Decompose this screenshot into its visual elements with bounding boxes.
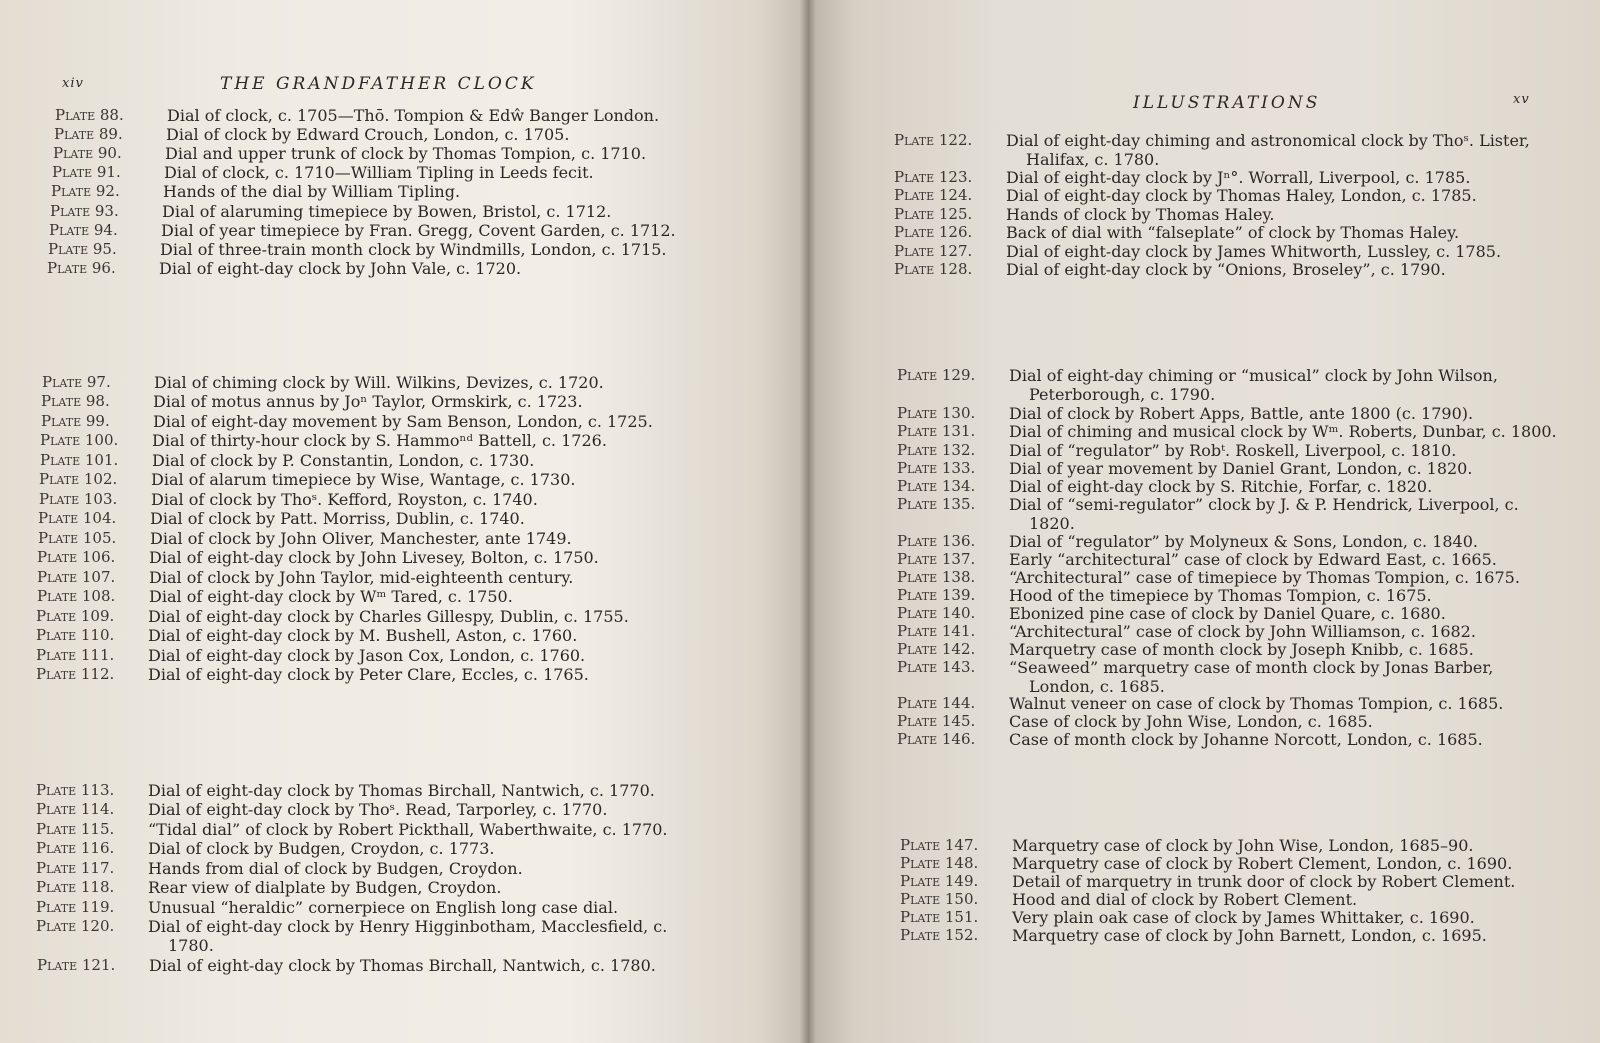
- list-item: [894, 186, 1477, 205]
- list-item: [900, 836, 1473, 855]
- plate-label: Plate 97.: [42, 373, 111, 391]
- plate-description: Dial of eight-day clock by S. Ritchie, Forfar, c. 1820.: [1009, 477, 1433, 496]
- plate-label: Plate 134.: [897, 477, 976, 495]
- plate-label: Plate 90.: [53, 144, 122, 162]
- list-item: [39, 490, 538, 509]
- plate-label: Plate 127.: [894, 242, 973, 260]
- plate-label: Plate 104.: [38, 509, 117, 527]
- list-item: [41, 392, 583, 411]
- list-item: [897, 694, 1503, 713]
- list-item: [900, 926, 1487, 945]
- plate-label: Plate 109.: [36, 607, 115, 625]
- plate-description: Back of dial with “falseplate” of clock by Thomas Haley.: [1006, 223, 1460, 242]
- list-item: [36, 607, 629, 626]
- plate-label: Plate 99.: [41, 412, 110, 430]
- plate-label: Plate 136.: [897, 532, 976, 550]
- list-item: [40, 451, 534, 470]
- plate-label: Plate 115.: [36, 820, 115, 838]
- plate-description: Dial of clock by Patt. Morriss, Dublin, c. 1740.: [150, 509, 525, 528]
- plate-label: Plate 141.: [897, 622, 976, 640]
- plate-description: Dial of year movement by Daniel Grant, London, c. 1820.: [1009, 459, 1473, 478]
- plate-label: Plate 107.: [37, 568, 116, 586]
- list-item: [52, 163, 594, 182]
- plate-label: Plate 139.: [897, 586, 976, 604]
- plate-description: Dial of eight-day clock by Peter Clare, Eccles, c. 1765.: [148, 665, 589, 684]
- list-item: [53, 144, 646, 163]
- plate-description: Marquetry case of month clock by Joseph Knibb, c. 1685.: [1009, 640, 1474, 659]
- plate-description: Case of clock by John Wise, London, c. 1685.: [1009, 712, 1373, 731]
- list-item: [55, 106, 659, 125]
- plate-description: Dial of clock by John Oliver, Manchester, ante 1749.: [150, 529, 572, 548]
- plate-description: Dial of clock by P. Constantin, London, c. 1730.: [152, 451, 535, 470]
- plate-label: Plate 138.: [897, 568, 976, 586]
- list-item: [897, 604, 1446, 623]
- plate-label: Plate 128.: [894, 260, 973, 278]
- plate-label: Plate 126.: [894, 223, 973, 241]
- plate-description: Rear view of dialplate by Budgen, Croydon.: [148, 878, 502, 897]
- list-item: [897, 658, 1539, 696]
- list-item: [36, 878, 501, 897]
- list-item: [897, 459, 1472, 478]
- list-item: [36, 820, 668, 839]
- plate-description: Hood of the timepiece by Thomas Tompion, c. 1675.: [1009, 586, 1432, 605]
- plate-label: Plate 122.: [894, 131, 973, 149]
- list-item: [897, 730, 1483, 749]
- plate-description: Dial of eight-day chiming and astronomical clock by Thoˢ. Lister, Halifax, c. 1780.: [1006, 131, 1530, 169]
- plate-description: Dial of chiming and musical clock by Wᵐ. Roberts, Dunbar, c. 1800.: [1009, 422, 1557, 441]
- list-item: [36, 859, 523, 878]
- running-head-right: ILLUSTRATIONS: [1133, 93, 1321, 113]
- plate-label: Plate 120.: [36, 917, 115, 935]
- plate-label: Plate 106.: [37, 548, 116, 566]
- plate-label: Plate 111.: [36, 646, 115, 664]
- list-item: [37, 548, 599, 567]
- plate-description: Dial of eight-day clock by John Vale, c. 1720.: [159, 259, 522, 278]
- list-item: [897, 640, 1474, 659]
- plate-description: Dial of year timepiece by Fran. Gregg, Covent Garden, c. 1712.: [161, 221, 676, 240]
- plate-label: Plate 112.: [36, 665, 115, 683]
- list-item: [50, 202, 611, 221]
- plate-label: Plate 100.: [40, 431, 119, 449]
- plate-description: Dial of eight-day clock by Jⁿ°. Worrall, Liverpool, c. 1785.: [1006, 168, 1471, 187]
- plate-description: Dial of eight-day clock by James Whitworth, Lussley, c. 1785.: [1006, 242, 1502, 261]
- plate-label: Plate 101.: [40, 451, 119, 469]
- list-item: [894, 242, 1501, 261]
- plate-label: Plate 130.: [897, 404, 976, 422]
- list-item: [897, 422, 1557, 441]
- plate-description: Dial of eight-day clock by Wᵐ Tared, c. 1750.: [149, 587, 513, 606]
- plate-label: Plate 92.: [51, 182, 120, 200]
- plate-description: Dial of eight-day clock by Thomas Birchall, Nantwich, c. 1780.: [149, 956, 656, 975]
- list-item: [36, 898, 618, 917]
- list-item: [41, 412, 653, 431]
- plate-description: Detail of marquetry in trunk door of clock by Robert Clement.: [1012, 872, 1516, 891]
- right-page: [808, 0, 1600, 1043]
- plate-label: Plate 123.: [894, 168, 973, 186]
- plate-description: Dial of eight-day clock by John Livesey, Bolton, c. 1750.: [149, 548, 599, 567]
- list-item: [38, 509, 525, 528]
- list-item: [900, 890, 1357, 909]
- plate-description: Dial of “semi-regulator” clock by J. & P. Hendrick, Liverpool, c. 1820.: [1009, 495, 1519, 533]
- plate-label: Plate 96.: [47, 259, 116, 277]
- plate-description: Dial and upper trunk of clock by Thomas Tompion, c. 1710.: [165, 144, 647, 163]
- plate-description: Very plain oak case of clock by James Whittaker, c. 1690.: [1012, 908, 1475, 927]
- plate-description: Dial of eight-day clock by Henry Higginbotham, Macclesfield, c. 1780.: [148, 917, 668, 955]
- plate-label: Plate 102.: [39, 470, 118, 488]
- list-item: [37, 956, 656, 975]
- plate-description: Dial of clock, c. 1710—William Tipling in Leeds fecit.: [164, 163, 594, 182]
- running-head-left: THE GRANDFATHER CLOCK: [220, 74, 537, 94]
- list-item: [900, 872, 1515, 891]
- plate-description: “Seaweed” marquetry case of month clock by Jonas Barber, London, c. 1685.: [1009, 658, 1494, 696]
- list-item: [54, 125, 569, 144]
- plate-label: Plate 149.: [900, 872, 979, 890]
- plate-description: Walnut veneer on case of clock by Thomas Tompion, c. 1685.: [1009, 694, 1504, 713]
- plate-description: Dial of eight-day clock by Charles Gillespy, Dublin, c. 1755.: [148, 607, 629, 626]
- plate-label: Plate 152.: [900, 926, 979, 944]
- plate-label: Plate 91.: [52, 163, 121, 181]
- list-item: [894, 131, 1536, 169]
- list-item: [36, 665, 589, 684]
- list-item: [36, 839, 495, 858]
- plate-description: Dial of eight-day clock by Thomas Birchall, Nantwich, c. 1770.: [148, 781, 655, 800]
- list-item: [897, 441, 1456, 460]
- plate-label: Plate 143.: [897, 658, 976, 676]
- list-item: [894, 260, 1446, 279]
- list-item: [897, 404, 1473, 423]
- plate-description: Dial of clock by Robert Apps, Battle, ante 1800 (c. 1790).: [1009, 404, 1474, 423]
- plate-label: Plate 94.: [49, 221, 118, 239]
- list-item: [47, 259, 521, 278]
- plate-description: Dial of eight-day clock by Thomas Haley, London, c. 1785.: [1006, 186, 1477, 205]
- plate-label: Plate 108.: [37, 587, 116, 605]
- plate-description: Dial of clock by Thoˢ. Kefford, Royston, c. 1740.: [151, 490, 538, 509]
- plate-label: Plate 114.: [36, 800, 115, 818]
- plate-label: Plate 124.: [894, 186, 973, 204]
- list-item: [37, 568, 573, 587]
- list-item: [900, 908, 1475, 927]
- plate-label: Plate 118.: [36, 878, 115, 896]
- plate-description: Dial of eight-day chiming or “musical” clock by John Wilson, Peterborough, c. 1790.: [1009, 366, 1498, 404]
- plate-label: Plate 110.: [36, 626, 115, 644]
- plate-label: Plate 135.: [897, 495, 976, 513]
- plate-description: Hands of clock by Thomas Haley.: [1006, 205, 1275, 224]
- plate-description: Dial of “regulator” by Robᵗ. Roskell, Liverpool, c. 1810.: [1009, 441, 1457, 460]
- book-gutter: [800, 0, 816, 1043]
- plate-label: Plate 145.: [897, 712, 976, 730]
- plate-description: Marquetry case of clock by John Wise, London, 1685–90.: [1012, 836, 1474, 855]
- list-item: [894, 223, 1459, 242]
- plate-label: Plate 93.: [50, 202, 119, 220]
- plate-description: Hood and dial of clock by Robert Clement.: [1012, 890, 1358, 909]
- plate-label: Plate 103.: [39, 490, 118, 508]
- list-item: [897, 366, 1539, 404]
- list-item: [40, 431, 607, 450]
- plate-description: Dial of chiming clock by Will. Wilkins, Devizes, c. 1720.: [154, 373, 604, 392]
- plate-label: Plate 137.: [897, 550, 976, 568]
- plate-label: Plate 147.: [900, 836, 979, 854]
- plate-description: Dial of clock by Budgen, Croydon, c. 1773.: [148, 839, 495, 858]
- plate-description: Ebonized pine case of clock by Daniel Quare, c. 1680.: [1009, 604, 1446, 623]
- plate-description: “Architectural” case of timepiece by Thomas Tompion, c. 1675.: [1009, 568, 1520, 587]
- plate-description: “Tidal dial” of clock by Robert Pickthall, Waberthwaite, c. 1770.: [148, 820, 668, 839]
- list-item: [36, 917, 678, 955]
- plate-description: Dial of eight-day movement by Sam Benson, London, c. 1725.: [153, 412, 653, 431]
- plate-label: Plate 146.: [897, 730, 976, 748]
- plate-label: Plate 105.: [38, 529, 117, 547]
- list-item: [51, 182, 460, 201]
- plate-description: Dial of alaruming timepiece by Bowen, Bristol, c. 1712.: [162, 202, 612, 221]
- plate-label: Plate 88.: [55, 106, 124, 124]
- plate-description: Dial of clock, c. 1705—Thō. Tompion & Edŵ Banger London.: [167, 106, 660, 125]
- plate-description: Dial of eight-day clock by M. Bushell, Aston, c. 1760.: [148, 626, 578, 645]
- plate-description: Hands from dial of clock by Budgen, Croydon.: [148, 859, 523, 878]
- plate-label: Plate 131.: [897, 422, 976, 440]
- list-item: [36, 781, 655, 800]
- plate-label: Plate 132.: [897, 441, 976, 459]
- list-item: [894, 205, 1275, 224]
- list-item: [39, 470, 575, 489]
- list-item: [36, 646, 585, 665]
- plate-description: Hands of the dial by William Tipling.: [163, 182, 461, 201]
- plate-label: Plate 119.: [36, 898, 115, 916]
- plate-label: Plate 95.: [48, 240, 117, 258]
- list-item: [897, 532, 1478, 551]
- plate-description: Dial of alarum timepiece by Wise, Wantage, c. 1730.: [151, 470, 576, 489]
- list-item: [36, 800, 607, 819]
- plate-description: Dial of eight-day clock by Thoˢ. Read, Tarporley, c. 1770.: [148, 800, 608, 819]
- list-item: [42, 373, 604, 392]
- plate-description: Dial of clock by John Taylor, mid-eighteenth century.: [149, 568, 574, 587]
- plate-description: Unusual “heraldic” cornerpiece on English long case dial.: [148, 898, 619, 917]
- list-item: [900, 854, 1512, 873]
- plate-description: Dial of thirty-hour clock by S. Hammoⁿᵈ Battell, c. 1726.: [152, 431, 607, 450]
- page-number-left: xiv: [62, 76, 84, 91]
- plate-label: Plate 89.: [54, 125, 123, 143]
- plate-label: Plate 121.: [37, 956, 116, 974]
- plate-label: Plate 133.: [897, 459, 976, 477]
- plate-description: Early “architectural” case of clock by Edward East, c. 1665.: [1009, 550, 1497, 569]
- list-item: [897, 712, 1373, 731]
- list-item: [37, 587, 513, 606]
- plate-description: Case of month clock by Johanne Norcott, London, c. 1685.: [1009, 730, 1483, 749]
- list-item: [897, 568, 1520, 587]
- list-item: [897, 622, 1476, 641]
- plate-label: Plate 117.: [36, 859, 115, 877]
- plate-description: Dial of eight-day clock by “Onions, Broseley”, c. 1790.: [1006, 260, 1446, 279]
- list-item: [897, 550, 1497, 569]
- page-number-right: xv: [1513, 92, 1530, 107]
- list-item: [49, 221, 676, 240]
- plate-description: Dial of three-train month clock by Windmills, London, c. 1715.: [160, 240, 667, 259]
- plate-label: Plate 140.: [897, 604, 976, 622]
- plate-description: Dial of “regulator” by Molyneux & Sons, London, c. 1840.: [1009, 532, 1478, 551]
- plate-label: Plate 148.: [900, 854, 979, 872]
- plate-label: Plate 150.: [900, 890, 979, 908]
- plate-label: Plate 142.: [897, 640, 976, 658]
- list-item: [897, 495, 1539, 533]
- list-item: [48, 240, 667, 259]
- plate-description: Dial of eight-day clock by Jason Cox, London, c. 1760.: [148, 646, 586, 665]
- plate-label: Plate 125.: [894, 205, 973, 223]
- plate-label: Plate 129.: [897, 366, 976, 384]
- plate-label: Plate 151.: [900, 908, 979, 926]
- list-item: [894, 168, 1470, 187]
- plate-description: Dial of motus annus by Joⁿ Taylor, Ormskirk, c. 1723.: [153, 392, 583, 411]
- plate-label: Plate 113.: [36, 781, 115, 799]
- list-item: [897, 586, 1432, 605]
- plate-description: Marquetry case of clock by John Barnett, London, c. 1695.: [1012, 926, 1487, 945]
- plate-label: Plate 144.: [897, 694, 976, 712]
- plate-description: “Architectural” case of clock by John Williamson, c. 1682.: [1009, 622, 1476, 641]
- plate-description: Dial of clock by Edward Crouch, London, c. 1705.: [166, 125, 570, 144]
- list-item: [36, 626, 577, 645]
- list-item: [38, 529, 572, 548]
- plate-label: Plate 116.: [36, 839, 115, 857]
- list-item: [897, 477, 1432, 496]
- plate-description: Marquetry case of clock by Robert Clement, London, c. 1690.: [1012, 854, 1513, 873]
- plate-label: Plate 98.: [41, 392, 110, 410]
